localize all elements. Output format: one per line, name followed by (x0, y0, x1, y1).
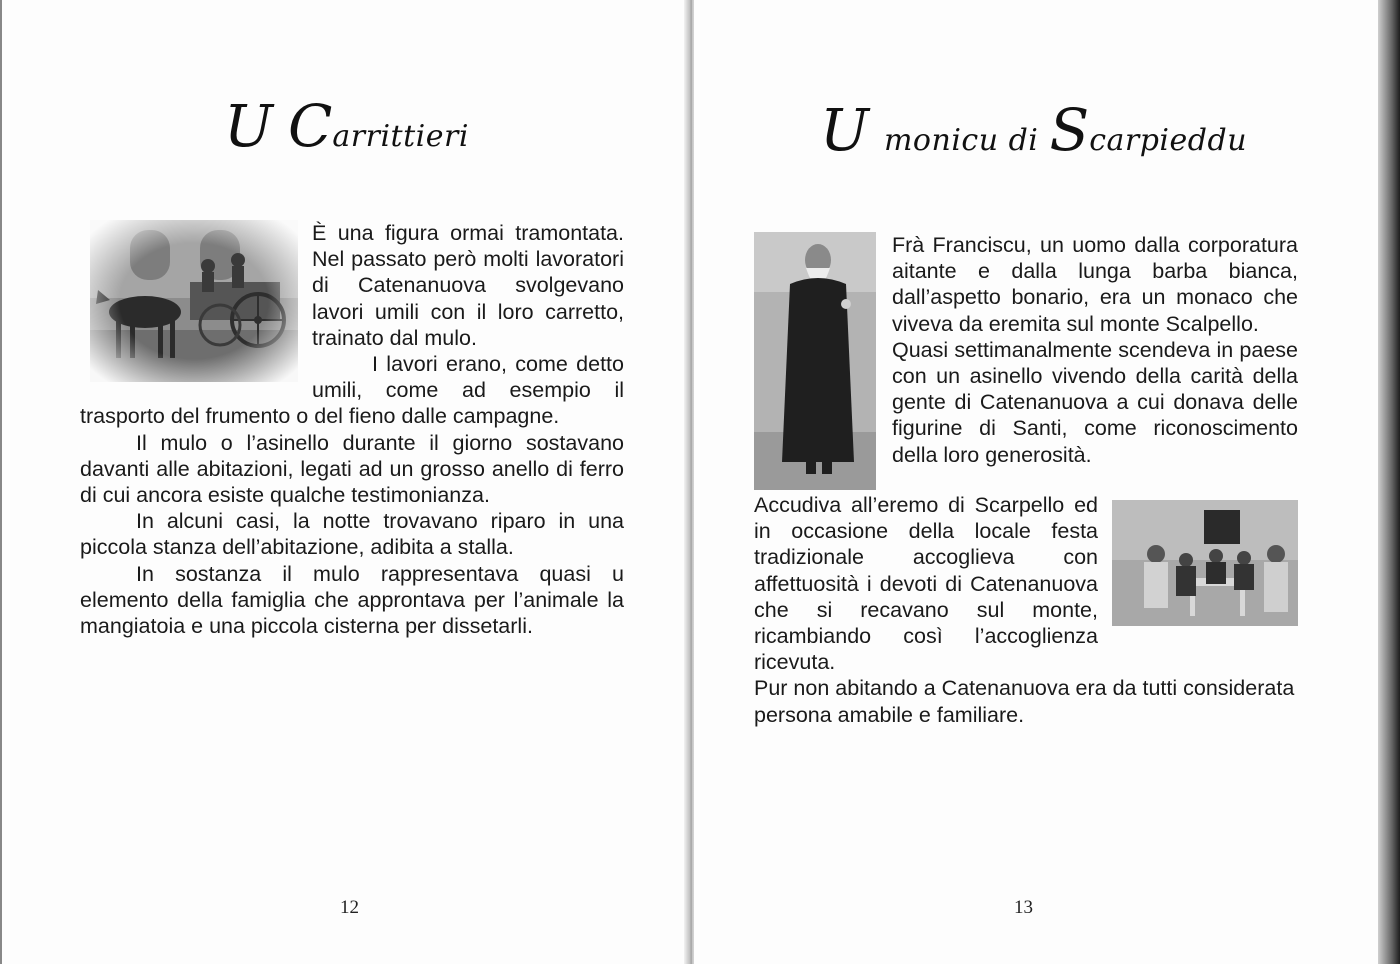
title-initial-c: C (287, 92, 333, 160)
title-rest: arrittieri (332, 119, 469, 154)
right-body-text (754, 232, 1298, 728)
right-page (694, 0, 1378, 964)
title-word: monicu di (883, 123, 1039, 158)
title-initial-u: U (224, 92, 273, 160)
paragraph: In alcuni casi, la notte trovavano riparo in una piccola stanza dell’abitazione, adibita a stalla. (80, 509, 624, 560)
monk-photo (754, 232, 876, 490)
left-page (0, 0, 688, 964)
page-number-right: 13 (1014, 897, 1033, 918)
title-rest: carpieddu (1089, 123, 1248, 158)
right-page-title (820, 96, 1247, 164)
title-initial-s: S (1049, 96, 1090, 164)
cart-photo (90, 220, 298, 382)
paragraph: I lavori erano, come detto umili, come ad esempio il trasporto del frumento o del fieno dalle campagne. (80, 352, 624, 429)
page-number-left: 12 (340, 897, 359, 918)
book-edge (1378, 0, 1400, 964)
paragraph: Pur non abitando a Catenanuova era da tutti considerata persona amabile e familiare. (754, 676, 1295, 727)
paragraph: Frà Franciscu, un uomo dalla corporatura aitante e dalla lunga barba bianca, dall’aspetto bonario, era un monaco che viveva da eremita sul monte Scalpello. (892, 233, 1298, 336)
left-page-title (224, 92, 469, 160)
left-body-text (80, 220, 624, 639)
paragraph: Il mulo o l’asinello durante il giorno sostavano davanti alle abitazioni, legati ad un grosso anello di ferro di cui ancora esiste qualche testimonianza. (80, 430, 624, 508)
paragraph: Quasi settimanalmente scendeva in paese con un asinello vivendo della carità della gente di Catenanuova a cui donava delle figurine di Santi, come riconoscimento della loro generosità. (892, 337, 1298, 467)
title-initial-u: U (820, 96, 869, 164)
paragraph-with-photo (754, 492, 1298, 675)
paragraph: È una figura ormai tramontata. Nel passato però molti lavoratori di Catenanuova svolgevano lavori umili con il loro carretto, trainato dal mulo. (312, 221, 624, 350)
group-photo (1112, 500, 1298, 626)
paragraph: In sostanza il mulo rappresentava quasi u elemento della famiglia che approntava per l’animale la mangiatoia e una piccola cisterna per dissetarli. (80, 561, 624, 639)
paragraph-text: Accudiva all’eremo di Scarpello ed in occasione della locale festa tradizionale accoglieva con affettuosità i devoti di Catenanuova che si recavano sul monte, ricambiando così l’accoglienza ricevuta. (754, 493, 1098, 675)
